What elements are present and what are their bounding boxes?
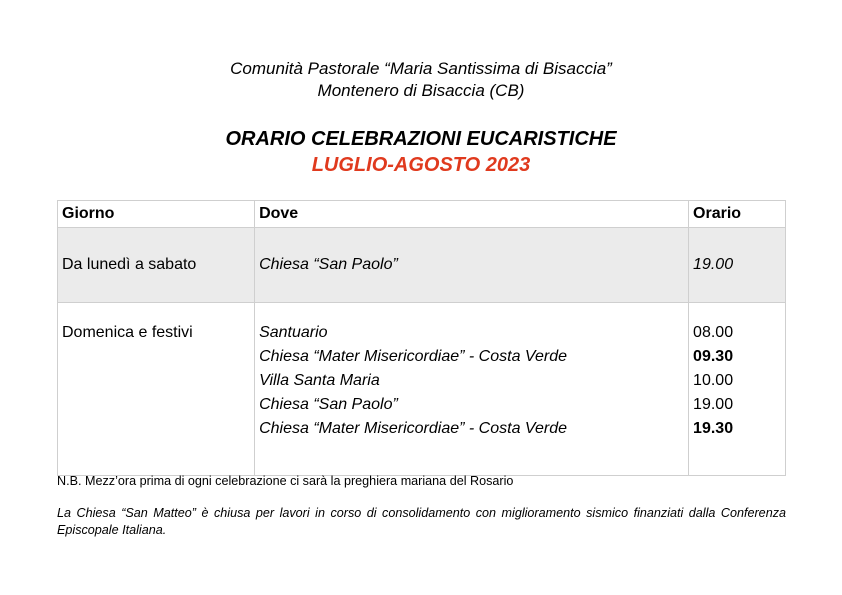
cell-dove — [255, 303, 689, 476]
location-item: Chiesa “San Paolo” — [259, 396, 398, 413]
cell-giorno: Da lunedì a sabato — [58, 228, 255, 303]
cell-orario — [689, 228, 786, 303]
location-item: Chiesa “San Paolo” — [259, 256, 398, 273]
table-header-row — [58, 201, 786, 228]
table-row-weekdays — [58, 228, 786, 303]
location-item: Chiesa “Mater Misericordiae” - Costa Verde — [259, 348, 568, 365]
location-item: Villa Santa Maria — [259, 372, 380, 389]
schedule-table — [57, 200, 786, 476]
cell-dove — [255, 228, 689, 303]
header-dove: Dove — [255, 201, 689, 228]
cell-giorno: Domenica e festivi — [58, 303, 255, 476]
document-title — [0, 126, 842, 178]
period-text: LUGLIO-AGOSTO 2023 — [311, 154, 531, 176]
time-item: 19.00 — [693, 396, 734, 413]
community-heading — [0, 58, 842, 102]
cell-orario — [689, 303, 786, 476]
time-item: 19.30 — [693, 420, 734, 437]
header-orario: Orario — [689, 201, 786, 228]
community-name: Comunità Pastorale “Maria Santissima di Bisaccia” — [230, 59, 612, 78]
location-item: Chiesa “Mater Misericordiae” - Costa Verde — [259, 420, 568, 437]
location-item: Santuario — [259, 324, 328, 341]
time-item: 19.00 — [693, 256, 734, 273]
title-text: ORARIO CELEBRAZIONI EUCARISTICHE — [225, 128, 617, 150]
community-location: Montenero di Bisaccia (CB) — [317, 81, 525, 100]
table-row-sundays — [58, 303, 786, 476]
closure-note: La Chiesa “San Matteo” è chiusa per lavori in corso di consolidamento con miglioramento sismico finanziati dalla Conferenza Episcopale Italiana. — [57, 506, 786, 537]
rosary-note: N.B. Mezz’ora prima di ogni celebrazione ci sarà la preghiera mariana del Rosario — [57, 474, 514, 488]
time-item: 08.00 — [693, 324, 734, 341]
time-item: 10.00 — [693, 372, 734, 389]
time-item: 09.30 — [693, 348, 734, 365]
header-giorno: Giorno — [58, 201, 255, 228]
